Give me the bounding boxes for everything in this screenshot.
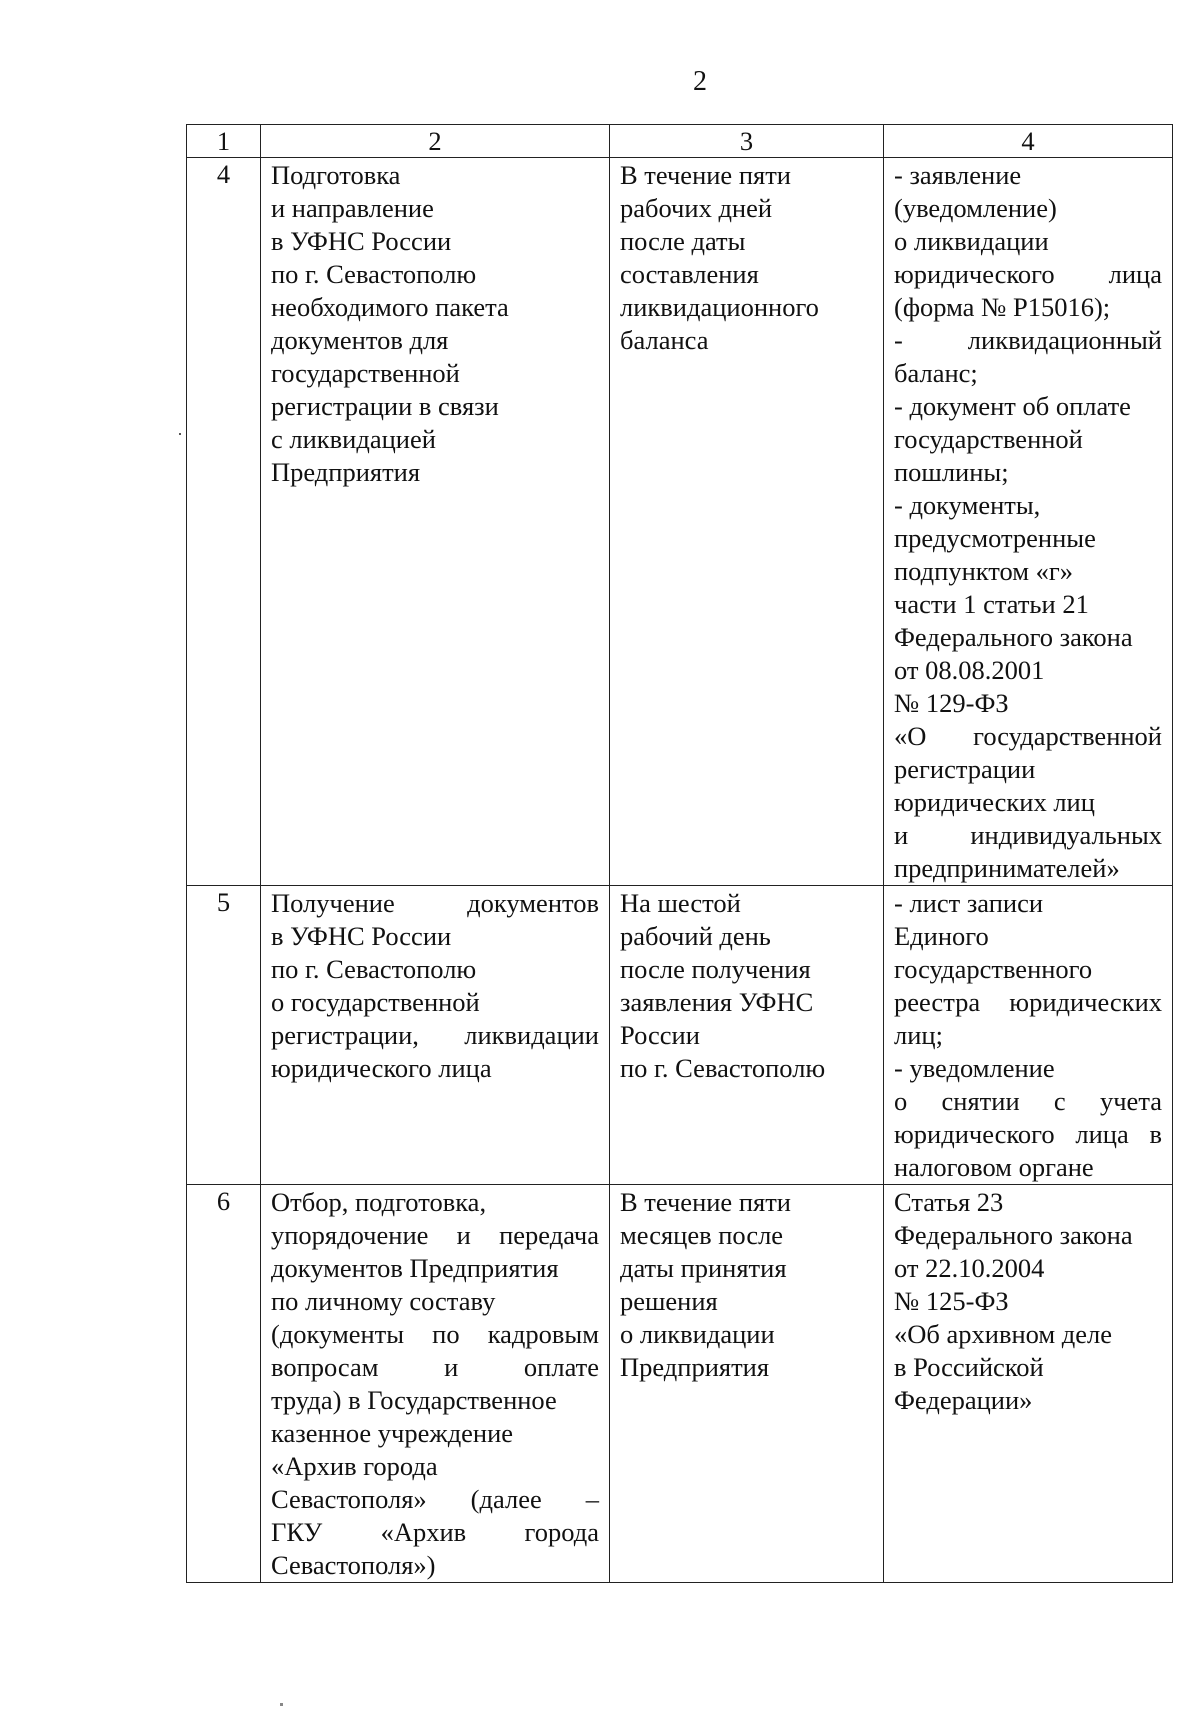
text-line: пошлины; <box>894 457 1009 487</box>
text-line: в УФНС России <box>271 921 452 951</box>
text-line: ликвидационного <box>620 292 819 322</box>
text-line: реестра юридических <box>894 987 1162 1017</box>
text-line: государственного <box>894 954 1093 984</box>
text-line: по личному составу <box>271 1286 496 1316</box>
text-line: вопросам и оплате <box>271 1352 599 1382</box>
text-line: (документы по кадровым <box>271 1319 599 1349</box>
deadline-cell <box>610 158 884 886</box>
deadline-cell <box>610 886 884 1185</box>
text-line: рабочих дней <box>620 193 773 223</box>
text-line: - документы, <box>894 490 1041 520</box>
text-line: предусмотренные <box>894 523 1096 553</box>
header-row <box>187 125 1173 158</box>
text-line: В течение пяти <box>620 160 791 190</box>
text-line: труда) в Государственное <box>271 1385 557 1415</box>
text-line: от 22.10.2004 <box>894 1253 1045 1283</box>
text-line: (форма № Р15016); <box>894 292 1111 322</box>
header-cell-2: 2 <box>261 125 610 158</box>
text-line: юридического лица в <box>894 1119 1162 1149</box>
header-cell-4: 4 <box>884 125 1173 158</box>
text-line: На шестой <box>620 888 741 918</box>
text-line: № 125-ФЗ <box>894 1286 1009 1316</box>
action-cell <box>261 886 610 1185</box>
text-line: В течение пяти <box>620 1187 791 1217</box>
text-line: упорядочение и передача <box>271 1220 599 1250</box>
text-line: - заявление <box>894 160 1022 190</box>
text-line: Отбор, подготовка, <box>271 1187 487 1217</box>
header-cell-3: 3 <box>610 125 884 158</box>
text-line: России <box>620 1020 700 1050</box>
text-line: рабочий день <box>620 921 771 951</box>
table-row <box>187 1185 1173 1583</box>
row-number: 5 <box>187 886 261 1185</box>
action-cell <box>261 158 610 886</box>
text-line: подпунктом «г» <box>894 556 1074 586</box>
text-line: «О государственной <box>894 721 1162 751</box>
page-number: 2 <box>693 66 707 97</box>
text-line: - лист записи <box>894 888 1044 918</box>
text-line: Федерального закона <box>894 622 1133 652</box>
text-line: казенное учреждение <box>271 1418 514 1448</box>
text-line: и направление <box>271 193 434 223</box>
text-line: - ликвидационный <box>894 325 1162 355</box>
text-line: Севастополя» (далее – <box>271 1484 599 1514</box>
text-line: части 1 статьи 21 <box>894 589 1089 619</box>
text-line: с ликвидацией <box>271 424 436 454</box>
text-line: и индивидуальных <box>894 820 1162 850</box>
text-line: налоговом органе <box>894 1152 1094 1182</box>
text-line: Статья 23 <box>894 1187 1004 1217</box>
text-line: регистрации в связи <box>271 391 499 421</box>
text-line: в УФНС России <box>271 226 452 256</box>
text-line: решения <box>620 1286 718 1316</box>
text-line: - уведомление <box>894 1053 1055 1083</box>
text-line: Единого <box>894 921 989 951</box>
text-line: юридического лица <box>894 259 1162 289</box>
text-line: ГКУ «Архив города <box>271 1517 599 1547</box>
text-line: составления <box>620 259 759 289</box>
text-line: о снятии с учета <box>894 1086 1162 1116</box>
text-line: необходимого пакета <box>271 292 509 322</box>
documents-cell <box>884 886 1173 1185</box>
text-line: лиц; <box>894 1020 943 1050</box>
text-line: баланса <box>620 325 709 355</box>
text-line: - документ об оплате <box>894 391 1131 421</box>
text-line: Подготовка <box>271 160 401 190</box>
text-line: регистрации, ликвидации <box>271 1020 599 1050</box>
text-line: № 129-ФЗ <box>894 688 1009 718</box>
text-line: Федерального закона <box>894 1220 1133 1250</box>
header-cell-1: 1 <box>187 125 261 158</box>
text-line: месяцев после <box>620 1220 784 1250</box>
text-line: от 08.08.2001 <box>894 655 1045 685</box>
text-line: государственной <box>894 424 1083 454</box>
text-line: заявления УФНС <box>620 987 814 1017</box>
text-line: Федерации» <box>894 1385 1033 1415</box>
documents-cell <box>884 1185 1173 1583</box>
action-cell <box>261 1185 610 1583</box>
text-line: по г. Севастополю <box>271 259 477 289</box>
text-line: документов Предприятия <box>271 1253 559 1283</box>
row-number: 6 <box>187 1185 261 1583</box>
text-line: Получение документов <box>271 888 599 918</box>
text-line: Предприятия <box>620 1352 770 1382</box>
text-line: после даты <box>620 226 746 256</box>
text-line: регистрации <box>894 754 1036 784</box>
text-line: (уведомление) <box>894 193 1057 223</box>
text-line: о государственной <box>271 987 480 1017</box>
table-row <box>187 886 1173 1185</box>
deadline-cell <box>610 1185 884 1583</box>
text-line: документов для <box>271 325 449 355</box>
text-line: «Архив города <box>271 1451 438 1481</box>
table-row <box>187 158 1173 886</box>
text-line: государственной <box>271 358 460 388</box>
text-line: по г. Севастополю <box>620 1053 826 1083</box>
text-line: в Российской <box>894 1352 1044 1382</box>
text-line: о ликвидации <box>620 1319 775 1349</box>
text-line: юридических лиц <box>894 787 1095 817</box>
text-line: юридического лица <box>271 1053 492 1083</box>
text-line: по г. Севастополю <box>271 954 477 984</box>
text-line: Севастополя») <box>271 1550 436 1580</box>
text-line: предпринимателей» <box>894 853 1120 883</box>
text-line: даты принятия <box>620 1253 787 1283</box>
text-line: баланс; <box>894 358 978 388</box>
documents-cell <box>884 158 1173 886</box>
margin-mark <box>179 433 181 435</box>
text-line: «Об архивном деле <box>894 1319 1113 1349</box>
text-line: Предприятия <box>271 457 421 487</box>
liquidation-steps-table <box>186 124 1173 1583</box>
text-line: после получения <box>620 954 811 984</box>
scan-speck <box>280 1703 283 1706</box>
row-number: 4 <box>187 158 261 886</box>
text-line: о ликвидации <box>894 226 1049 256</box>
